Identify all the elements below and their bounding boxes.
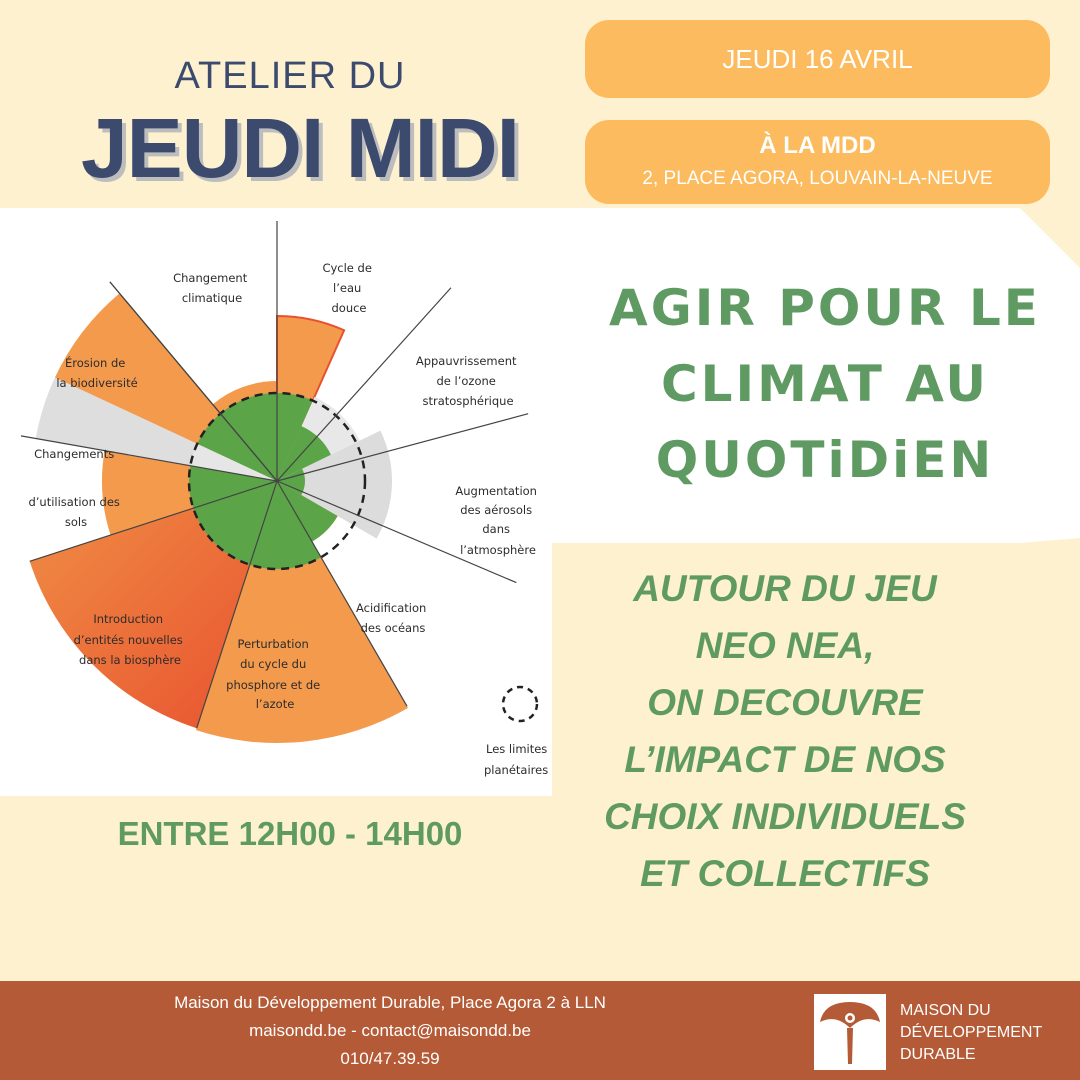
- time-range: ENTRE 12H00 - 14H00: [117, 815, 463, 852]
- place-pill: [585, 120, 1050, 204]
- game-line: ON DECOUVRE: [647, 682, 923, 723]
- label-biodiversity: Érosion de la biodiversité: [56, 356, 138, 390]
- label-freshwater: Cycle de l’eau douce: [322, 261, 372, 315]
- footer-address: Maison du Développement Durable, Place Agora 2 à LLN: [174, 993, 606, 1012]
- atelier-subtitle: ATELIER DU: [174, 55, 406, 97]
- label-climate: Changement climatique: [173, 271, 248, 305]
- game-line: AUTOUR DU JEU: [633, 568, 937, 609]
- date-pill: JEUDI 16 AVRIL: [585, 20, 1050, 98]
- slogan: [585, 270, 1065, 498]
- mdd-logo-text: MAISON DU DÉVELOPPEMENT DURABLE: [900, 1002, 1043, 1063]
- label-oceans: Acidification des océans: [356, 601, 427, 635]
- place-address: 2, PLACE AGORA, LOUVAIN-LA-NEUVE: [642, 168, 993, 189]
- game-line: CHOIX INDIVIDUELS: [604, 796, 966, 837]
- label-legend: Les limites planétaires: [484, 742, 549, 777]
- footer-contact: [60, 989, 720, 1073]
- mdd-logo: [814, 994, 886, 1070]
- game-line: ET COLLECTIFS: [640, 853, 930, 894]
- slogan-line: QUOTiDiEN: [655, 431, 995, 489]
- footer-phone: 010/47.39.59: [340, 1049, 440, 1068]
- label-ozone: Appauvrissement de l’ozone stratosphérique: [415, 354, 517, 408]
- label-novel-entities: Introduction d’entités nouvelles dans la biosphère: [73, 612, 183, 667]
- label-aerosols: Augmentation des aérosols dans l’atmosphère: [455, 484, 537, 557]
- game-line: L’IMPACT DE NOS: [624, 739, 946, 780]
- label-phosphorus: Perturbation du cycle du phosphore et de l’azote: [226, 637, 321, 711]
- label-land-use: Changements d’utilisation des sols: [28, 447, 120, 529]
- planetary-boundaries-diagram: [0, 208, 552, 796]
- slogan-line: AGIR POUR LE: [609, 279, 1041, 337]
- atelier-title: JEUDI MIDI: [80, 101, 520, 195]
- game-line: NEO NEA,: [695, 625, 875, 666]
- place-title: À LA MDD: [759, 132, 876, 159]
- game-description: [570, 560, 1000, 902]
- legend-dashed-circle-icon: [503, 687, 537, 721]
- footer-web-email[interactable]: maisondd.be - contact@maisondd.be: [249, 1021, 531, 1040]
- slogan-line: CLIMAT AU: [660, 355, 989, 413]
- tree-logo-icon: [814, 994, 886, 1070]
